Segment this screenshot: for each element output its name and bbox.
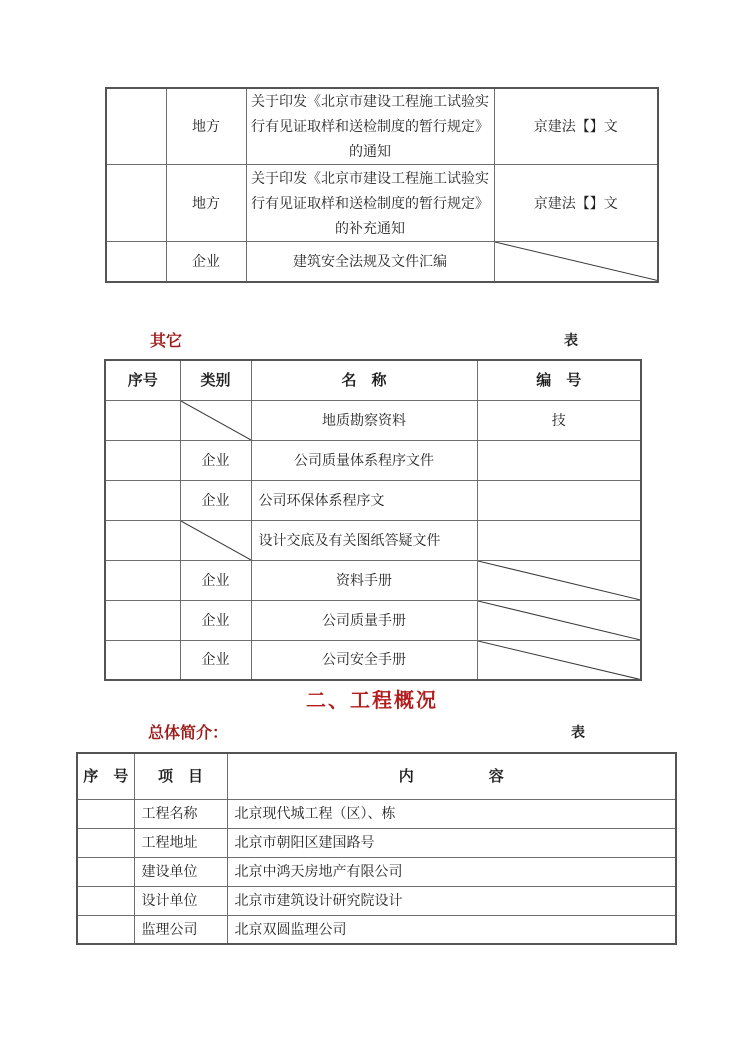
seq-cell [77,857,134,886]
header-content: 内 容 [227,753,676,799]
seq-cell [106,88,166,165]
table-row [105,560,641,600]
seq-cell [105,600,180,640]
table-row [105,400,641,440]
category-cell: 企业 [180,640,251,680]
header-category: 类别 [180,360,251,400]
seq-cell [105,640,180,680]
seq-cell [77,828,134,857]
table-row [77,915,676,944]
table-row [105,480,641,520]
number-cell: 技 [477,400,641,440]
content-cell: 北京双圆监理公司 [227,915,676,944]
header-name: 名 称 [251,360,477,400]
seq-cell [106,165,166,242]
category-cell: 企业 [180,600,251,640]
name-cell: 公司环保体系程序文 [251,480,477,520]
category-cell: 企业 [180,560,251,600]
name-cell: 关于印发《北京市建设工程施工试验实行有见证取样和送检制度的暂行规定》的补充通知 [246,165,494,242]
diagonal-strikethrough [478,601,641,640]
table-row [77,857,676,886]
content-cell: 北京中鸿天房地产有限公司 [227,857,676,886]
header-item: 项 目 [134,753,227,799]
section-title: 二、工程概况 [306,690,438,712]
header-seq: 序 号 [77,753,134,799]
table-row [106,88,658,165]
content-cell: 北京市朝阳区建国路号 [227,828,676,857]
overview-table [76,752,677,945]
content-cell: 北京市建筑设计研究院设计 [227,886,676,915]
other-section-heading: 其它 [150,333,183,350]
table-header-row [105,360,641,400]
table-row [105,600,641,640]
number-cell [477,440,641,480]
diagonal-strikethrough [478,561,641,600]
number-cell-empty [494,242,658,282]
category-cell: 地方 [166,165,246,242]
header-number: 编 号 [477,360,641,400]
table-header-row [77,753,676,799]
item-cell: 监理公司 [134,915,227,944]
item-cell: 工程地址 [134,828,227,857]
name-cell: 建筑安全法规及文件汇编 [246,242,494,282]
table-row [77,828,676,857]
category-cell-empty [180,400,251,440]
seq-cell [105,400,180,440]
header-seq: 序号 [105,360,180,400]
number-cell: 京建法【】文 [494,88,658,165]
regulations-table [105,87,659,283]
seq-cell [77,915,134,944]
table-row [105,440,641,480]
table-row [106,242,658,282]
category-cell: 地方 [166,88,246,165]
diagonal-strikethrough [478,641,641,680]
seq-cell [105,560,180,600]
table-row [106,165,658,242]
other-documents-table [104,359,642,681]
category-cell: 企业 [166,242,246,282]
seq-cell [77,799,134,828]
number-cell-empty [477,560,641,600]
seq-cell [106,242,166,282]
table-row [105,520,641,560]
item-cell: 设计单位 [134,886,227,915]
seq-cell [77,886,134,915]
number-cell-empty [477,600,641,640]
table-row [105,640,641,680]
number-cell [477,520,641,560]
overview-heading: 总体简介： [148,725,229,742]
category-cell-empty [180,520,251,560]
number-cell [477,480,641,520]
name-cell: 公司质量体系程序文件 [251,440,477,480]
number-cell-empty [477,640,641,680]
content-cell: 北京现代城工程（区）、栋 [227,799,676,828]
item-cell: 建设单位 [134,857,227,886]
seq-cell [105,440,180,480]
diagonal-strikethrough [495,242,658,281]
table-row [77,799,676,828]
table-row [77,886,676,915]
diagonal-strikethrough [181,521,251,560]
name-cell: 资料手册 [251,560,477,600]
seq-cell [105,480,180,520]
name-cell: 关于印发《北京市建设工程施工试验实行有见证取样和送检制度的暂行规定》的通知 [246,88,494,165]
category-cell: 企业 [180,440,251,480]
item-cell: 工程名称 [134,799,227,828]
diagonal-strikethrough [181,401,251,440]
name-cell: 公司质量手册 [251,600,477,640]
table-mark: 表 [571,724,585,740]
name-cell: 设计交底及有关图纸答疑文件 [251,520,477,560]
table-mark: 表 [564,332,578,348]
name-cell: 地质勘察资料 [251,400,477,440]
name-cell: 公司安全手册 [251,640,477,680]
number-cell: 京建法【】文 [494,165,658,242]
seq-cell [105,520,180,560]
category-cell: 企业 [180,480,251,520]
